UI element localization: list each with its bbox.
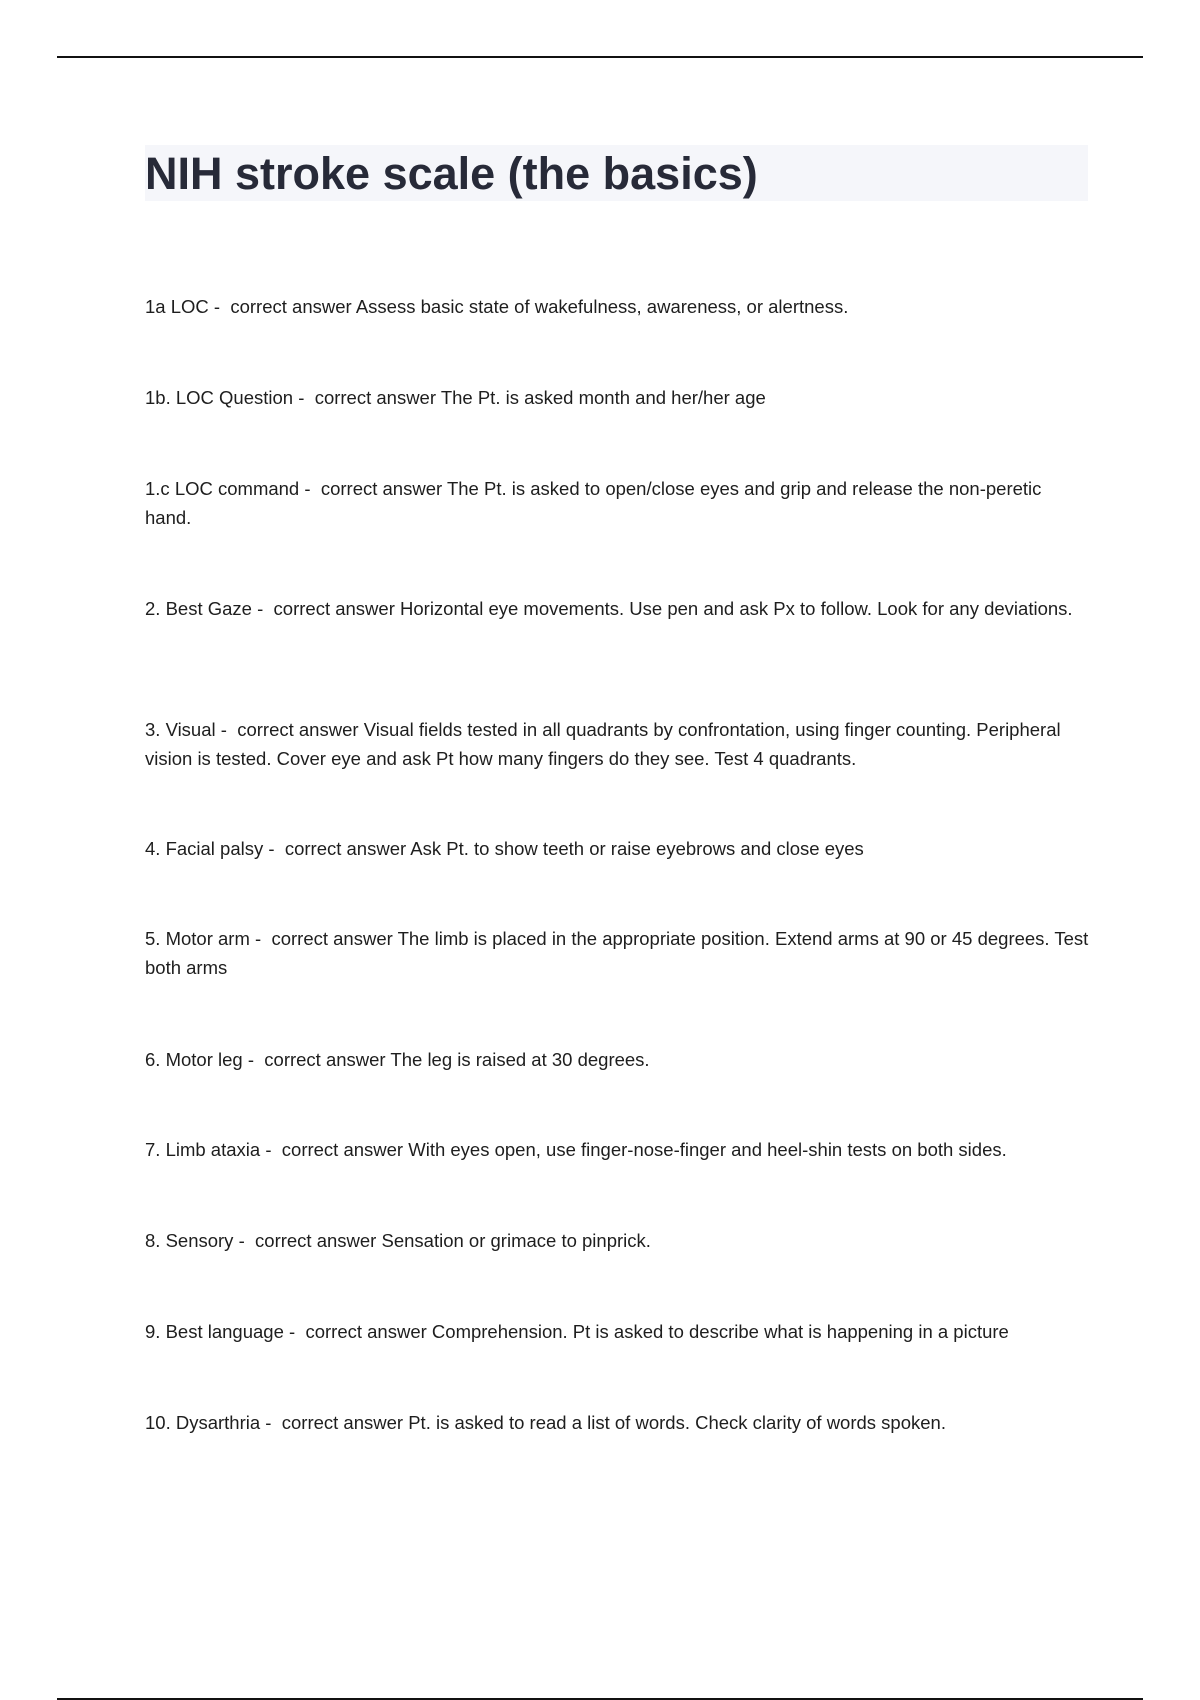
qa-term: 1a LOC (145, 296, 209, 317)
qa-item-7-limb-ataxia (145, 1135, 1090, 1164)
qa-answer: Visual fields tested in all quadrants by confrontation, using finger counting. Peripheral vision is tested. Cover eye and ask Pt how many fingers do they see. Test 4 quadrants. (145, 719, 1061, 769)
qa-answer-label: correct answer (271, 928, 393, 949)
qa-answer: The limb is placed in the appropriate position. Extend arms at 90 or 45 degrees. Test both arms (145, 928, 1089, 978)
qa-answer-label: correct answer (305, 1321, 427, 1342)
qa-answer: With eyes open, use finger-nose-finger and heel-shin tests on both sides. (408, 1139, 1007, 1160)
qa-separator: - (242, 1049, 265, 1070)
qa-separator: - (260, 1139, 282, 1160)
qa-answer-label: correct answer (273, 598, 395, 619)
qa-item-10-dysarthria (145, 1408, 1090, 1437)
qa-item-2-best-gaze (145, 594, 1090, 623)
qa-separator: - (249, 928, 272, 949)
qa-term: 2. Best Gaze (145, 598, 252, 619)
qa-separator: - (251, 598, 274, 619)
qa-answer-label: correct answer (237, 719, 359, 740)
qa-item-1b-loc-question (145, 383, 1090, 412)
qa-term: 8. Sensory (145, 1230, 234, 1251)
qa-answer-label: correct answer (281, 1139, 404, 1160)
qa-answer-label: correct answer (281, 1412, 404, 1433)
qa-answer: Assess basic state of wakefulness, awareness, or alertness. (355, 296, 849, 317)
qa-answer-label: correct answer (264, 1049, 386, 1070)
qa-item-8-sensory (145, 1226, 1090, 1255)
qa-item-3-visual (145, 715, 1090, 773)
qa-answer: The leg is raised at 30 degrees. (390, 1049, 650, 1070)
qa-term: 7. Limb ataxia (145, 1139, 261, 1160)
qa-answer-label: correct answer (255, 1230, 377, 1251)
qa-answer: The Pt. is asked to open/close eyes and grip and release the non-peretic hand. (145, 478, 1042, 528)
qa-answer: The Pt. is asked month and her/her age (440, 387, 766, 408)
qa-answer: Ask Pt. to show teeth or raise eyebrows and close eyes (410, 838, 864, 859)
qa-separator: - (233, 1230, 256, 1251)
qa-answer: Sensation or grimace to pinprick. (381, 1230, 651, 1251)
qa-term: 10. Dysarthria (145, 1412, 261, 1433)
qa-answer-label: correct answer (314, 387, 437, 408)
qa-answer: Comprehension. Pt is asked to describe what is happening in a picture (431, 1321, 1009, 1342)
qa-term: 5. Motor arm (145, 928, 250, 949)
qa-item-6-motor-leg (145, 1045, 1090, 1074)
top-rule (57, 56, 1143, 58)
qa-separator: - (263, 838, 285, 859)
qa-separator: - (293, 387, 315, 408)
qa-item-1c-loc-command (145, 474, 1090, 532)
qa-term: 1b. LOC Question (145, 387, 294, 408)
qa-separator: - (260, 1412, 282, 1433)
qa-term: 4. Facial palsy (145, 838, 264, 859)
page-title: NIH stroke scale (the basics) (145, 148, 758, 199)
qa-answer-label: correct answer (230, 296, 352, 317)
qa-answer-label: correct answer (284, 838, 407, 859)
qa-answer: Horizontal eye movements. Use pen and ask Px to follow. Look for any deviations. (400, 598, 1073, 619)
qa-separator: - (299, 478, 321, 499)
qa-term: 1.c LOC command (145, 478, 300, 499)
qa-item-1a-loc (145, 292, 1090, 321)
qa-item-9-best-language (145, 1317, 1090, 1346)
qa-item-5-motor-arm (145, 924, 1090, 982)
qa-answer: Pt. is asked to read a list of words. Check clarity of words spoken. (408, 1412, 946, 1433)
qa-separator: - (215, 719, 238, 740)
qa-term: 3. Visual (145, 719, 216, 740)
qa-separator: - (283, 1321, 306, 1342)
qa-separator: - (208, 296, 231, 317)
qa-item-4-facial-palsy (145, 834, 1090, 863)
qa-term: 9. Best language (145, 1321, 284, 1342)
qa-term: 6. Motor leg (145, 1049, 243, 1070)
qa-answer-label: correct answer (320, 478, 443, 499)
